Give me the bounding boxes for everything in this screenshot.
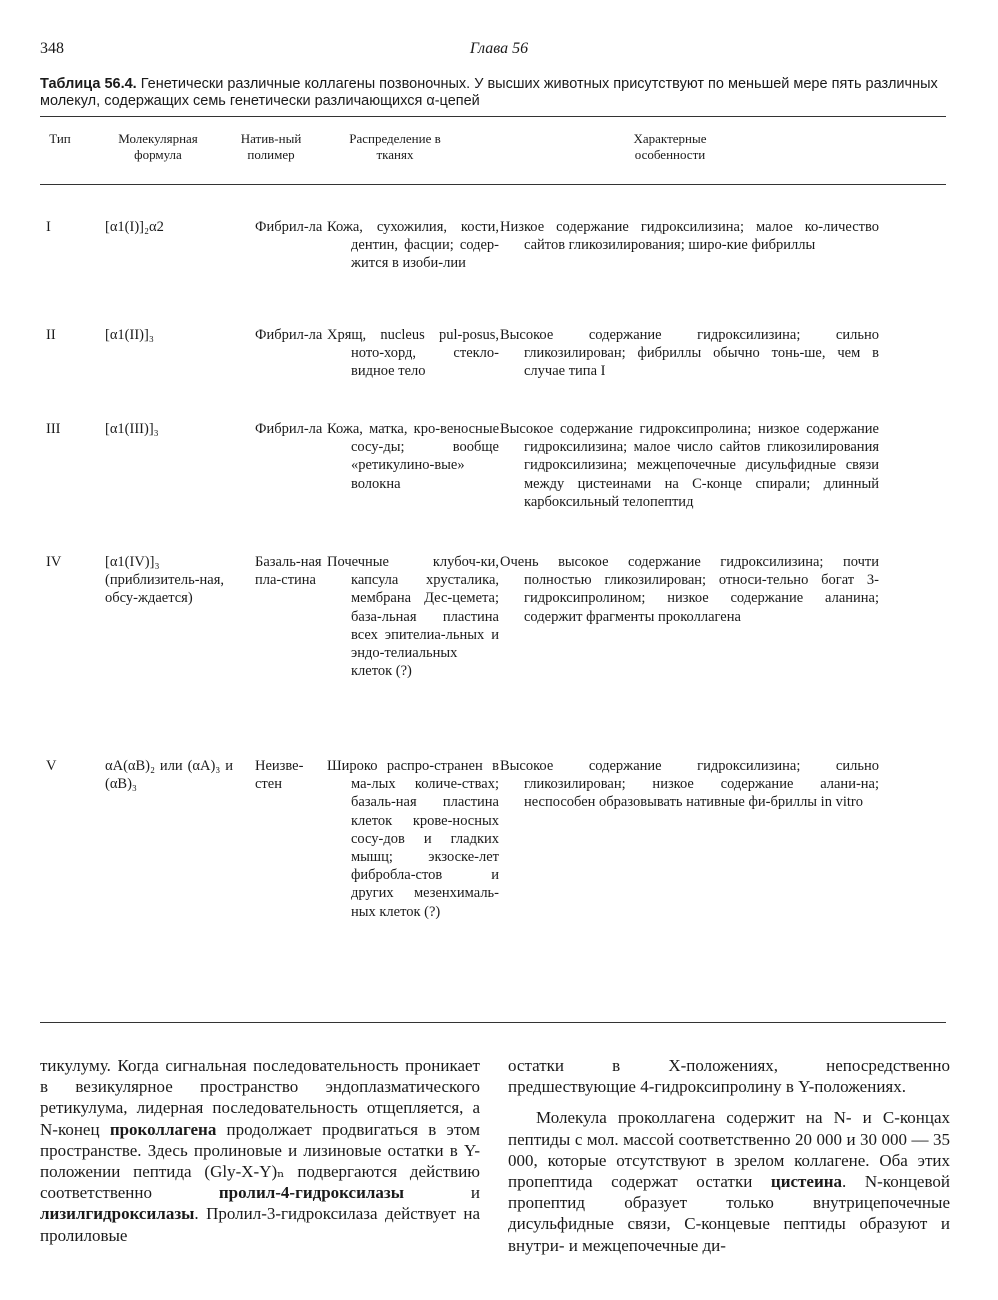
- row-formula: αA(αB)₂ или (αA)₃ и (αB)₃: [105, 758, 233, 793]
- row-distribution: Кожа, матка, кро-веносные сосу-ды; вообще «ретикулино-вые» волокна: [327, 421, 499, 492]
- body-paragraph: [508, 1107, 950, 1255]
- row-formula: [α1(III)]₃: [105, 421, 159, 437]
- caption-text: Генетически различные коллагены позвоночных. У высших животных присутствуют по меньшей мере пять различных молекул, содержащих семь генетически различающихся α-цепей: [40, 76, 938, 109]
- body-column-left: [40, 1055, 480, 1246]
- row-features: Низкое содержание гидроксилизина; малое ко-личество сайтов гликозилирования; широ-кие фибриллы: [500, 219, 879, 254]
- col-header-type: Тип: [49, 131, 71, 146]
- row-polymer: Фибрил-ла: [255, 327, 323, 343]
- col-header-polymer: Натив-ный полимер: [240, 131, 302, 162]
- row-features: Очень высокое содержание гидроксилизина; почти полностью гликозилирован; относи-тельно богат 3-гидроксипролином; низкое содержание аланина; содержит фрагменты проколлагена: [500, 554, 879, 625]
- row-type: IV: [46, 554, 62, 570]
- row-distribution: Хрящ, nucleus pul-posus, ното-хорд, стекло-видное тело: [327, 327, 499, 380]
- row-features: Высокое содержание гидроксилизина; сильно гликозилирован; фибриллы обычно тонь-ше, чем в случае типа I: [500, 327, 879, 380]
- term-procollagen: проколлагена: [109, 1119, 217, 1139]
- row-formula: [α1(I)]₂α2: [105, 219, 164, 235]
- table-header-rule: [40, 184, 946, 185]
- row-polymer: Базаль-ная пла-стина: [255, 554, 322, 589]
- row-type: I: [46, 219, 51, 235]
- row-features: Высокое содержание гидроксипролина; низкое содержание гидроксилизина; малое число сайтов гликозилирования гидроксилизина; межцепочечные дисульфидные связи между цистеинами на С-конце спирали; длинный карбоксильный телопептид: [500, 421, 879, 510]
- row-type: III: [46, 421, 61, 437]
- text-run: продолжает продвигаться в этом пространстве. Здесь пролиновые и лизиновые остатки в Y-положении пептида (Gly-X-Y)ₙ подвергаются действию соответственно: [40, 1119, 480, 1203]
- term-cysteine: цистеина: [770, 1172, 843, 1192]
- body-column-right: [508, 1055, 950, 1256]
- row-type: II: [46, 327, 56, 343]
- col-header-formula: Молекулярная формула: [118, 131, 198, 162]
- row-type: V: [46, 758, 57, 774]
- row-distribution: Почечные клубоч-ки, капсула хрусталика, мембрана Дес-цемета; база-льная пластина всех эпителиа-льных и эндо-телиальных клеток (?): [327, 554, 499, 680]
- running-head: Глава 56: [469, 40, 529, 57]
- row-distribution: Широко распро-странен в ма-лых количе-ствах; базаль-ная пластина клеток крове-носных сосу-дов и гладких мышц; экзоске-лет фибробла-стов и других мезенхималь-ных клеток (?): [327, 758, 499, 920]
- row-features: Высокое содержание гидроксилизина; сильно гликозилирован; низкое содержание алани-на; неспособен образовывать нативные фи-бриллы in vitro: [500, 758, 879, 811]
- body-paragraph: [40, 1055, 480, 1246]
- table-bottom-rule: [40, 1022, 946, 1023]
- table-top-rule: [40, 116, 946, 117]
- term-prolyl-4-hydroxylase: пролил-4-гидроксилазы: [218, 1183, 405, 1203]
- col-header-features: Характерные особенности: [633, 131, 707, 162]
- text-run: и: [404, 1183, 480, 1203]
- text-run: тикулуму. Когда сигнальная последовательность проникает в везикулярное пространство эндоплазматического ретикулума, лидерная последовательность отщепляется, а N-конец: [40, 1056, 480, 1139]
- table-caption: [40, 76, 955, 110]
- row-formula: [α1(IV)]₃ (приблизитель-ная, обсу-ждается): [105, 554, 225, 607]
- row-distribution: Кожа, сухожилия, кости, дентин, фасции; содер-жится в изоби-лии: [327, 219, 499, 272]
- body-paragraph: остатки в X-положениях, непосредственно предшествующие 4-гидроксипролину в Y-положениях.: [508, 1056, 950, 1097]
- page-number: 348: [40, 40, 64, 57]
- text-run: . Пролил-3-гидроксилаза действует на пролиловые: [40, 1204, 480, 1245]
- row-polymer: Фибрил-ла: [255, 219, 323, 235]
- row-formula: [α1(II)]₃: [105, 327, 154, 343]
- text-run: Молекула проколлагена содержит на N- и С-концах пептиды с мол. массой соответственно 20 000 и 30 000 — 35 000, которые отсутствуют в зрелом коллагене. Оба этих пропептида содержат остатки: [508, 1108, 950, 1192]
- row-polymer: Неизве-стен: [255, 758, 304, 793]
- term-lysyl-hydroxylase: лизилгидроксилазы: [40, 1204, 195, 1224]
- col-header-distribution: Распределение в тканях: [349, 131, 441, 162]
- text-run: . N-концевой пропептид образует только внутрицепочечные дисульфидные связи, С-концевые пептиды образуют и внутри- и межцепочечные ди-: [508, 1172, 950, 1255]
- row-polymer: Фибрил-ла: [255, 421, 323, 437]
- caption-label: Таблица 56.4.: [40, 76, 137, 92]
